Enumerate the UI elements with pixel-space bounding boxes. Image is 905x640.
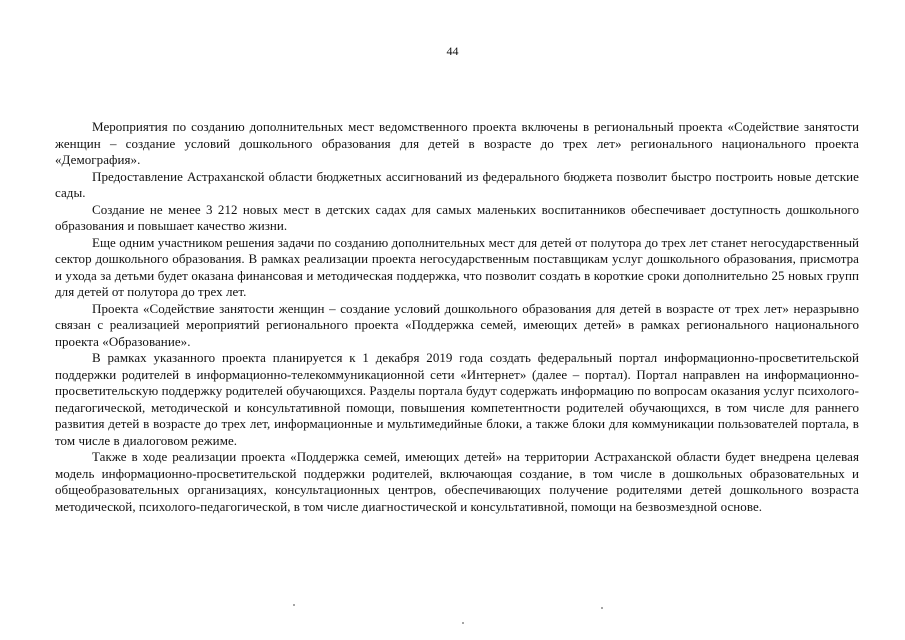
- scan-speck: [601, 607, 603, 609]
- paragraph-2: Предоставление Астраханской области бюджетных ассигнований из федерального бюджета позволит быстро построить новые детские сады.: [55, 168, 859, 200]
- paragraph-5: Проекта «Содействие занятости женщин – создание условий дошкольного образования для детей в возрасте от трех лет» неразрывно связан с реализацией мероприятий регионального проекта «Поддержка семей, имеющих детей» в рамках регионального национального проекта «Образование».: [55, 300, 859, 349]
- paragraph-4: Еще одним участником решения задачи по созданию дополнительных мест для детей от полутора до трех лет станет негосударственный сектор дошкольного образования. В рамках реализации проекта негосударственным поставщикам услуг дошкольного образования, присмотра и ухода за детьми будет оказана финансовая и методическая поддержка, что позволит создать в короткие сроки дополнительно 25 новых групп для детей от полутора до трех лет.: [55, 234, 859, 299]
- paragraph-7: Также в ходе реализации проекта «Поддержка семей, имеющих детей» на территории Астраханской области будет внедрена целевая модель информационно-просветительской поддержки родителей, включающая создание, в том числе в дошкольных образовательных и общеобразовательных организациях, консультационных центров, обеспечивающих получение родителями детей дошкольного возраста методической, психолого-педагогической, в том числе диагностической и консультативной, помощи на безвозмездной основе.: [55, 449, 859, 514]
- scan-speck: [293, 604, 295, 606]
- paragraph-1: Мероприятия по созданию дополнительных мест ведомственного проекта включены в региональный проекта «Содействие занятости женщин – создание условий дошкольного образования для детей в возрасте до трех лет» регионального национального проекта «Демография».: [55, 119, 859, 167]
- body-text: [55, 119, 859, 515]
- scan-speck: [462, 622, 464, 624]
- paragraph-3: Создание не менее 3 212 новых мест в детских садах для самых маленьких воспитанников обеспечивает доступность дошкольного образования и повышает качество жизни.: [55, 201, 859, 233]
- page-number: 44: [446, 44, 459, 58]
- paragraph-6: В рамках указанного проекта планируется к 1 декабря 2019 года создать федеральный портал информационно-просветительской поддержки родителей в информационно-телекоммуникационной сети «Интернет» (далее – портал). Портал направлен на информационно-просветительскую поддержку родителей обучающихся. Разделы портала будут содержать информацию по вопросам оказания услуг психолого-педагогической, методической и консультативной помощи, повышения компетентности родителей обучающихся, в том числе для раннего развития детей в возрасте до трех лет, информационные и мультимедийные блоки, а также блоки для коммуникации пользователей портала, в том числе в диалоговом режиме.: [55, 350, 859, 448]
